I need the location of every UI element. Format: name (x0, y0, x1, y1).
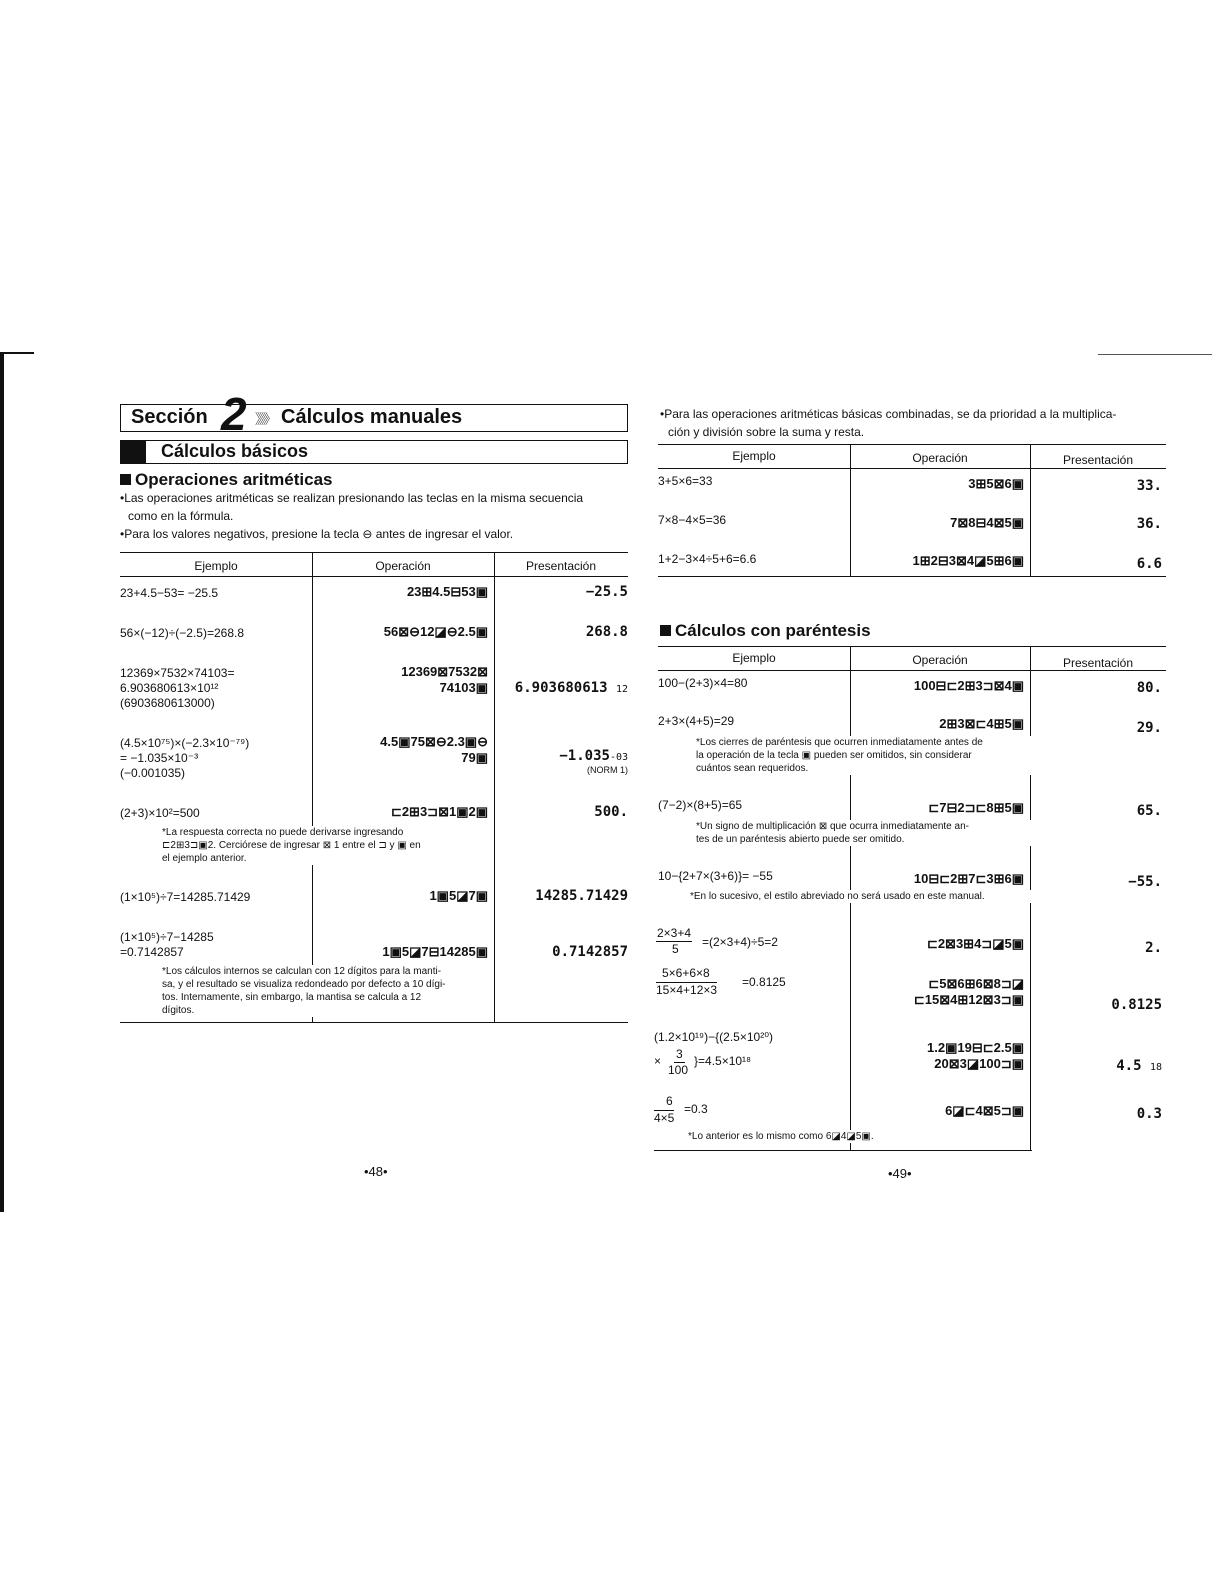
page-number: •49• (888, 1166, 912, 1181)
note-line: *Los cierres de paréntesis que ocurren inmediatamente antes de (696, 737, 983, 748)
example-line: =0.7142857 (120, 945, 184, 959)
intro-text (660, 405, 1200, 441)
right-page (640, 0, 1224, 1584)
example-line: 6.903680613×10¹² (120, 681, 219, 695)
fraction-equation: =0.3 (684, 1102, 708, 1116)
table-row-example (654, 1030, 848, 1078)
table-row-operation: ⊏2⊠3⊞4⊐◪5▣ (926, 936, 1024, 951)
subsection-title: Cálculos básicos (161, 441, 309, 461)
table-row-example: 7×8−4×5=36 (658, 513, 727, 527)
table-row-operation: 3⊞5⊠6▣ (968, 476, 1024, 491)
arith-heading-text: Operaciones aritméticas (135, 470, 333, 489)
table-row-example: 10−{2+7×(3+6)}= −55 (658, 869, 773, 883)
col-header-operation: Operación (912, 653, 968, 667)
table-row-result: 33. (1136, 478, 1162, 494)
note-equivalent: *Lo anterior es lo mismo como 6◪4◪5▣. (688, 1130, 1008, 1143)
fraction-denominator: 4×5 (654, 1111, 675, 1125)
table-row-example (656, 926, 848, 960)
table-row-operation: 2⊞3⊠⊏4⊞5▣ (939, 716, 1024, 731)
fraction-equation: =(2×3+4)÷5=2 (702, 935, 778, 949)
table-row-operation: 1▣5◪7⊟14285▣ (382, 944, 488, 959)
example-line: (4.5×10⁷⁵)×(−2.3×10⁻⁷⁹) (120, 736, 250, 750)
col-header-operation: Operación (912, 451, 968, 465)
section-header (120, 388, 628, 440)
result-mantissa: −1.035 (559, 748, 610, 764)
paren-heading (660, 621, 871, 641)
note-line: *Un signo de multiplicación ⊠ que ocurra inmediatamente an- (696, 821, 969, 832)
table-row-operation: 6◪⊏4⊠5⊐▣ (945, 1103, 1024, 1118)
note-line: tos. Internamente, sin embargo, la mantisa se calcula a 12 (162, 992, 422, 1003)
note-line: tes de un paréntesis abierto puede ser omitido. (696, 834, 905, 845)
table-row-example: (7−2)×(8+5)=65 (658, 798, 743, 812)
note-abbreviated: *En lo sucesivo, el estilo abreviado no será usado en este manual. (690, 890, 1036, 903)
table-bottom-rule (120, 1022, 628, 1023)
table-row-result: 36. (1136, 516, 1162, 532)
table-row-result: 0.3 (1136, 1106, 1162, 1122)
fraction-denominator: 15×4+12×3 (656, 983, 718, 997)
intro-line-1: •Para las operaciones aritméticas básicas combinadas, se da prioridad a la multiplica- (660, 407, 1117, 421)
col-header-operation: Operación (375, 559, 431, 573)
operation-line: 74103▣ (439, 680, 488, 695)
note-line: *Los cálculos internos se calculan con 12 dígitos para la manti- (162, 966, 442, 977)
note-answer (162, 826, 488, 865)
col-header-display: Presentación (525, 559, 597, 573)
paren-heading-text: Cálculos con paréntesis (675, 621, 871, 640)
result-exponent: -03 (609, 752, 628, 763)
table-row-example: 2+3×(4+5)=29 (658, 714, 735, 728)
table-top-rule (658, 444, 1166, 445)
table-header-rule (120, 576, 628, 577)
note-line: sa, y el resultado se visualiza redondeado por defecto a 10 dígi- (162, 979, 446, 990)
table-row-operation: 1▣5◪7▣ (429, 888, 488, 903)
example-line: (1.2×10¹⁹)−{(2.5×10²⁰) (654, 1030, 774, 1044)
note-line: cuántos sean requeridos. (696, 763, 809, 774)
table-row-result: 500. (594, 804, 628, 820)
fraction-numerator: 6 (666, 1094, 673, 1108)
result-exponent: 18 (1149, 1062, 1162, 1073)
subsection-header (120, 440, 628, 464)
col-header-example: Ejemplo (732, 651, 776, 665)
note-line: la operación de la tecla ▣ pueden ser omitidos, sin considerar (696, 750, 972, 761)
table-row-example: 23+4.5−53= −25.5 (120, 586, 219, 600)
table-row-result: 2. (1145, 940, 1162, 956)
operation-line: 12369⊠7532⊠ (401, 664, 488, 679)
table-row-operation: 10⊟⊏2⊞7⊏3⊞6▣ (913, 871, 1024, 886)
table-row-result (494, 680, 628, 696)
result-exponent: 12 (615, 684, 628, 695)
bullet-1-line-2: como en la fórmula. (128, 509, 234, 523)
table-row-operation: ⊏7⊟2⊐⊏8⊞5▣ (928, 800, 1024, 815)
table-row-operation (312, 664, 488, 696)
fraction-numerator: 3 (676, 1047, 683, 1061)
table-row-example (120, 930, 214, 960)
table-row-result: −25.5 (585, 584, 628, 600)
fraction-denominator: 5 (672, 942, 679, 956)
table-row-operation: 56⊠⊖12◪⊖2.5▣ (383, 624, 488, 639)
bullet-2: •Para los valores negativos, presione la tecla ⊖ antes de ingresar el valor. (120, 527, 514, 541)
square-icon (120, 440, 146, 464)
result-mantissa: 4.5 (1116, 1058, 1142, 1074)
binding-edge (0, 352, 4, 1212)
result-mantissa: 6.903680613 (514, 680, 608, 696)
note-line: el ejemplo anterior. (162, 853, 247, 864)
table-row-example: (1×10⁵)÷7=14285.71429 (120, 890, 251, 904)
note-line: *La respuesta correcta no puede derivarse ingresando (162, 827, 404, 838)
col-header-example: Ejemplo (732, 449, 776, 463)
table-row-example (656, 966, 848, 1000)
bullet-1-line-1: •Las operaciones aritméticas se realizan presionando las teclas en la misma secuencia (120, 491, 584, 505)
section-word: Sección (131, 406, 208, 428)
note-multiplication (696, 820, 1036, 846)
table-bottom-rule (654, 1150, 1032, 1151)
operation-line: 4.5▣75⊠⊖2.3▣⊖ (380, 734, 488, 749)
operation-line: ⊏15⊠4⊞12⊠3⊐▣ (913, 992, 1024, 1007)
col-header-example: Ejemplo (194, 559, 238, 573)
page-number: •48• (364, 1164, 388, 1179)
table-row-result: 65. (1136, 803, 1162, 819)
note-parenthesis (696, 736, 1036, 775)
table-row-result: 6.6 (1136, 556, 1162, 572)
col-header-display: Presentación (1062, 453, 1134, 467)
note-line: ⊏2⊞3⊐▣2. Cerciórese de ingresar ⊠ 1 entre el ⊐ y ▣ en (162, 840, 421, 851)
section-number: 2 (221, 388, 247, 440)
norm-mode-label: (NORM 1) (587, 765, 628, 775)
table-row-result: 29. (1136, 720, 1162, 736)
fraction-numerator: 2×3+4 (657, 926, 692, 940)
table-row-result: 0.7142857 (552, 944, 628, 960)
table-row-example (120, 736, 249, 781)
table-bottom-rule (658, 576, 1166, 577)
example-line: 12369×7532×74103= (120, 666, 235, 680)
table-top-rule (658, 646, 1166, 647)
operation-line: 1.2▣19⊟⊏2.5▣ (927, 1040, 1024, 1055)
intro-line-2: ción y división sobre la suma y resta. (668, 425, 865, 439)
operation-line: ⊏5⊠6⊞6⊠8⊐◪ (928, 976, 1024, 991)
table-row-operation (850, 976, 1024, 1008)
table-header-rule (658, 468, 1166, 469)
binding-edge-top (0, 352, 34, 354)
table-row-operation: 1⊞2⊟3⊠4◪5⊞6▣ (912, 553, 1024, 568)
table-row-operation (312, 734, 488, 766)
section-title: Cálculos manuales (281, 406, 463, 428)
fraction-numerator: 5×6+6×8 (662, 966, 710, 980)
example-line: (6903680613000) (120, 696, 215, 710)
table-row-result (494, 748, 628, 764)
square-bullet-icon (660, 625, 671, 636)
table-row-result: 268.8 (585, 624, 628, 640)
table-top-rule (120, 552, 628, 553)
col-header-display: Presentación (1062, 656, 1134, 670)
bullet-1 (120, 489, 630, 525)
table-row-operation: ⊏2⊞3⊐⊠1▣2▣ (390, 804, 488, 819)
example-line: = −1.035×10⁻³ (120, 751, 199, 765)
table-row-result (1030, 1058, 1162, 1074)
chevron-icon: 》》》 (255, 411, 274, 427)
table-row-operation: 100⊟⊏2⊞3⊐⊠4▣ (913, 678, 1024, 693)
example-line: (−0.001035) (120, 766, 186, 780)
table-row-example: 3+5×6=33 (658, 474, 713, 488)
table-row-example (654, 1094, 848, 1128)
table-row-operation (850, 1040, 1024, 1072)
top-edge-rule (1098, 354, 1212, 355)
multiply-sign: × (654, 1054, 662, 1068)
table-row-example (120, 666, 234, 711)
table-row-example: 1+2−3×4÷5+6=6.6 (658, 552, 757, 566)
operation-line: 20⊠3◪100⊐▣ (934, 1056, 1024, 1071)
table-row-operation: 23⊞4.5⊟53▣ (406, 584, 488, 599)
table-row-example: 100−(2+3)×4=80 (658, 676, 748, 690)
fraction-denominator: 100 (668, 1063, 689, 1077)
square-bullet-icon (120, 474, 131, 485)
note-internal-digits (162, 965, 488, 1017)
note-line: dígitos. (162, 1005, 195, 1016)
table-row-example: (2+3)×10²=500 (120, 806, 200, 820)
fraction-equation: =0.8125 (742, 975, 786, 989)
table-row-example: 56×(−12)÷(−2.5)=268.8 (120, 626, 245, 640)
table-header-rule (658, 670, 1166, 671)
table-row-result: 80. (1136, 680, 1162, 696)
arith-heading (120, 470, 332, 490)
table-row-result: −55. (1128, 874, 1162, 890)
example-line: }=4.5×10¹⁸ (694, 1054, 752, 1068)
operation-line: 79▣ (461, 750, 488, 765)
table-row-result: 14285.71429 (535, 888, 628, 904)
table-row-operation: 7⊠8⊟4⊠5▣ (950, 515, 1024, 530)
table-row-result: 0.8125 (1111, 997, 1162, 1013)
example-line: (1×10⁵)÷7−14285 (120, 930, 214, 944)
